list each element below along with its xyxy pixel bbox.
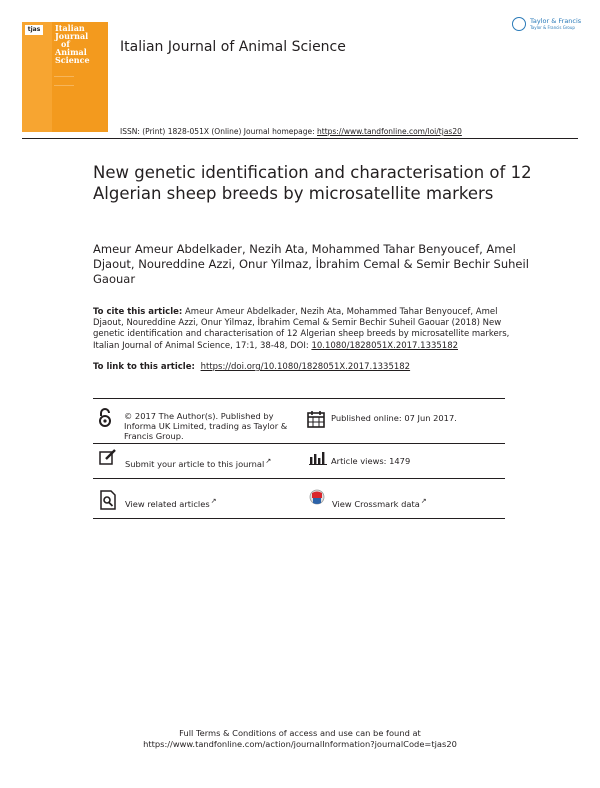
cover-decoration xyxy=(54,76,74,86)
article-authors: Ameur Ameur Abdelkader, Nezih Ata, Mohammed Tahar Benyoucef, Amel Djaout, Noureddine Azzi, Onur Yilmaz, İbrahim Cemal & Semir Bechir Suheil Gaouar xyxy=(93,242,529,286)
edit-icon xyxy=(99,449,117,469)
doi-link[interactable]: 10.1080/1828051X.2017.1335182 xyxy=(311,340,459,351)
journal-title: Italian Journal of Animal Science xyxy=(120,39,346,55)
info-rule-2 xyxy=(93,478,505,479)
external-link-icon: ↗ xyxy=(420,497,427,505)
cover-strip xyxy=(22,22,52,132)
article-views: Article views: 1479 xyxy=(331,456,411,466)
info-rule-bottom xyxy=(93,518,505,519)
bar-chart-icon xyxy=(309,449,327,469)
publisher-logo-sub: Taylor & Francis Group xyxy=(530,25,575,30)
footer-terms: Full Terms & Conditions of access and use can be found at https://www.tandfonline.com/action/journalInformation?journalCode=tjas20 xyxy=(0,728,600,750)
crossmark-link[interactable]: View Crossmark data↗ xyxy=(332,497,427,509)
publisher-logo-name: Taylor & Francis xyxy=(530,17,582,25)
license-text: © 2017 The Author(s). Published by Informa UK Limited, trading as Taylor & Francis Group. xyxy=(124,411,288,441)
journal-cover xyxy=(22,22,108,132)
issn-line: ISSN: (Print) 1828-051X (Online) Journal homepage: https://www.tandfonline.com/loi/tjas20 xyxy=(120,127,462,136)
info-rule-1 xyxy=(93,443,505,444)
header-rule xyxy=(22,138,578,139)
published-date: Published online: 07 Jun 2017. xyxy=(331,413,457,423)
external-link-icon: ↗ xyxy=(210,497,217,505)
submit-article-link[interactable]: Submit your article to this journal↗ xyxy=(125,457,272,469)
article-link[interactable]: https://doi.org/10.1080/1828051X.2017.1335182 xyxy=(200,362,411,372)
calendar-icon xyxy=(307,410,325,432)
article-link-line: To link to this article: https://doi.org/10.1080/1828051X.2017.1335182 xyxy=(93,362,411,372)
info-rule-top xyxy=(93,398,505,399)
publisher-logo-icon xyxy=(512,17,526,31)
crossmark-icon xyxy=(309,489,325,513)
external-link-icon: ↗ xyxy=(265,457,272,465)
cover-title: Italian Journal of Animal Science xyxy=(55,23,90,65)
publisher-logo[interactable] xyxy=(512,16,582,34)
related-articles-link[interactable]: View related articles↗ xyxy=(125,497,217,509)
journal-homepage-link[interactable]: https://www.tandfonline.com/loi/tjas20 xyxy=(317,127,462,136)
open-access-icon xyxy=(97,408,113,432)
citation: To cite this article: Ameur Ameur Abdelkader, Nezih Ata, Mohammed Tahar Benyoucef, Amel Djaout, Noureddine Azzi, Onur Yilmaz, İbrahim Cemal & Semir Bechir Suheil Gaouar (2018) New genetic identification and characterisation of 12 Algerian sheep breeds by microsatellite markers, Italian Journal of Animal Science, 17:1, 38-48, DOI: 10.1080/1828051X.2017.1335182 xyxy=(93,307,510,351)
footer-terms-link[interactable]: https://www.tandfonline.com/action/journalInformation?journalCode=tjas20 xyxy=(143,739,457,749)
article-title: New genetic identification and characterisation of 12 Algerian sheep breeds by microsatellite markers xyxy=(93,163,532,203)
related-articles-icon xyxy=(99,490,117,514)
cover-logo: tjas xyxy=(25,25,43,35)
